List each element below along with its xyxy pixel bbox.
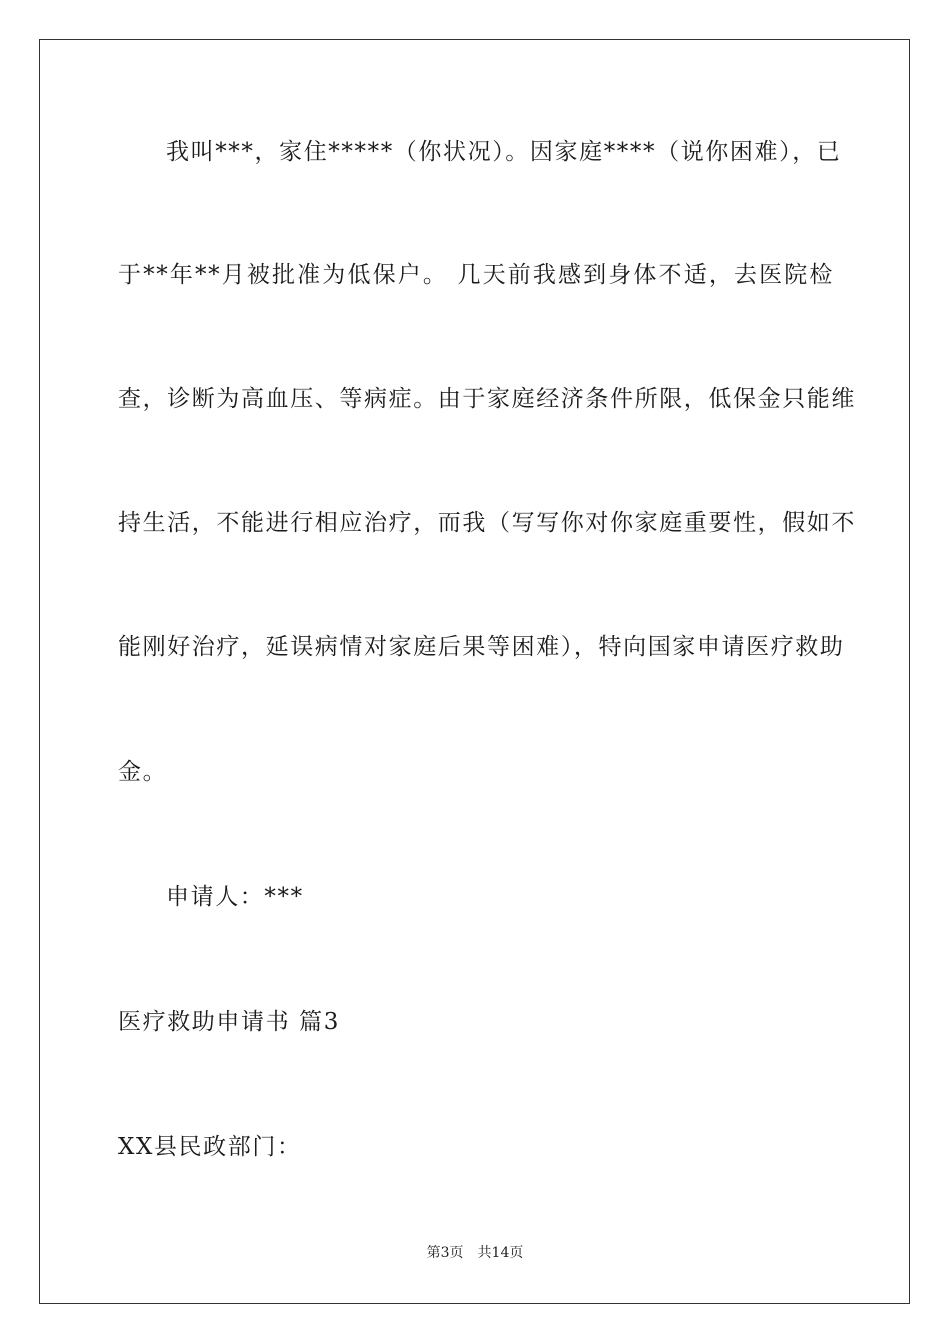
page-total: 共14页 xyxy=(477,1245,524,1261)
page-border xyxy=(39,39,910,1304)
body-line-6: 金。 xyxy=(118,759,168,785)
body-line-5: 能刚好治疗，延误病情对家庭后果等困难），特向国家申请医疗救助 xyxy=(118,634,845,660)
page-number: 第3页 xyxy=(426,1245,464,1261)
section-title: 医疗救助申请书 篇3 xyxy=(118,1009,340,1035)
page-footer xyxy=(0,1244,950,1262)
applicant-line: 申请人：*** xyxy=(166,884,304,910)
body-line-3: 查，诊断为高血压、等病症。由于家庭经济条件所限，低保金只能维 xyxy=(118,386,856,412)
body-line-2: 于**年**月被批准为低保户。 几天前我感到身体不适，去医院检 xyxy=(118,262,834,288)
body-line-4: 持生活，不能进行相应治疗，而我（写写你对你家庭重要性，假如不 xyxy=(118,510,856,536)
addressee-line: XX县民政部门： xyxy=(118,1134,302,1160)
body-line-1: 我叫***，家住*****（你状况）。因家庭****（说你困难），已 xyxy=(166,139,842,165)
